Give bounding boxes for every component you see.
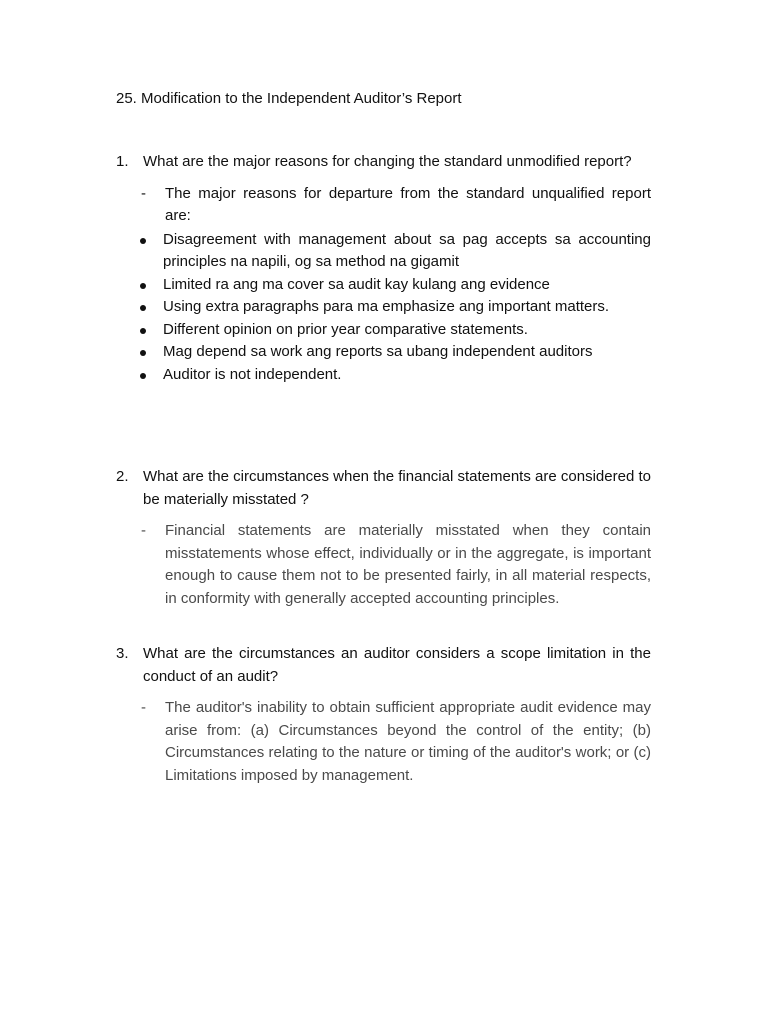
answer-text: Financial statements are materially misstated when they contain misstatements whose effect, individually or in the aggregate, is important enough to cause them not to be presented fairly, in all material respects, in conformity with generally accepted accounting principles. [165, 522, 651, 607]
dash-marker: - [141, 184, 146, 202]
question-number: 2. [116, 468, 129, 485]
question-number: 1. [116, 153, 129, 170]
answer-text: The auditor's inability to obtain sufficient appropriate audit evidence may arise from: (a) Circumstances beyond the control of the entity; (b) Circumstances relating to the nature or timing of the auditor's work; or (c) Limitations imposed by management. [165, 699, 651, 784]
document-title: 25. Modification to the Independent Auditor’s Report [116, 90, 462, 107]
list-item: Limited ra ang ma cover sa audit kay kulang ang evidence [163, 274, 651, 297]
bullet-icon [140, 238, 146, 244]
answer-3 [141, 697, 651, 787]
question-1 [116, 151, 651, 386]
question-text: What are the circumstances an auditor considers a scope limitation in the conduct of an audit? [143, 645, 651, 685]
list-item: Using extra paragraphs para ma emphasize ang important matters. [163, 296, 651, 319]
question-text: What are the major reasons for changing the standard unmodified report? [143, 153, 632, 170]
dash-marker: - [141, 699, 146, 716]
answer-1 [141, 183, 651, 228]
question-text: What are the circumstances when the financial statements are considered to be materially misstated ? [143, 468, 651, 508]
bullet-icon [140, 305, 146, 311]
list-item: Disagreement with management about sa pag accepts sa accounting principles na napili, og sa method na gigamit [163, 229, 651, 274]
question-2 [116, 466, 651, 610]
answer-2 [141, 520, 651, 610]
list-item: Mag depend sa work ang reports sa ubang independent auditors [163, 341, 651, 364]
list-item: Auditor is not independent. [163, 364, 651, 387]
reasons-list [163, 229, 651, 387]
list-item: Different opinion on prior year comparative statements. [163, 319, 651, 342]
bullet-icon [140, 283, 146, 289]
answer-text: The major reasons for departure from the standard unqualified report are: [165, 184, 651, 224]
bullet-icon [140, 373, 146, 379]
dash-marker: - [141, 522, 146, 539]
question-number: 3. [116, 645, 129, 662]
bullet-icon [140, 350, 146, 356]
bullet-icon [140, 328, 146, 334]
question-3 [116, 643, 651, 787]
